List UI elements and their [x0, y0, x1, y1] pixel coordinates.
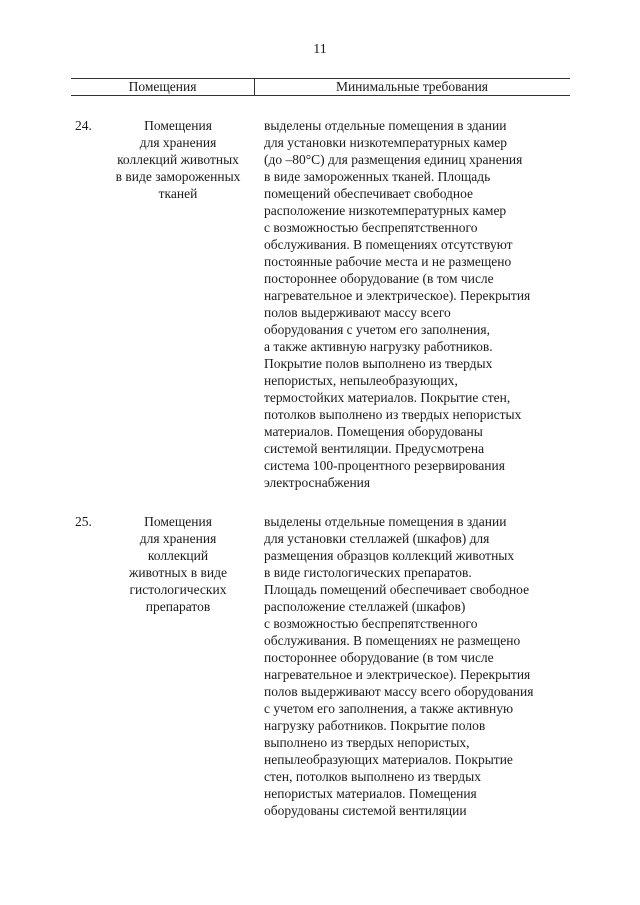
text-line: гистологических — [129, 582, 227, 597]
room-requirements — [264, 117, 574, 491]
text-line: расположение стеллажей (шкафов) — [264, 599, 466, 614]
text-line: термостойких материалов. Покрытие стен, — [264, 390, 511, 405]
text-line: размещения образцов коллекций животных — [264, 548, 515, 563]
text-line: с возможностью беспрепятственного — [264, 220, 478, 235]
text-line: Покрытие полов выполнено из твердых — [264, 356, 493, 371]
row-number: 25. — [75, 514, 92, 529]
text-line: для хранения — [139, 135, 217, 150]
table-header-bottom-rule — [71, 95, 570, 96]
text-line: тканей — [158, 186, 198, 201]
text-line: коллекций — [147, 548, 209, 563]
text-line: потолков выполнено из твердых непористых — [264, 407, 522, 422]
text-line: постороннее оборудование (в том числе — [264, 271, 494, 286]
text-line: нагревательное и электрическое). Перекрытия — [264, 288, 531, 303]
room-requirements — [264, 513, 574, 819]
text-line: расположение низкотемпературных камер — [264, 203, 507, 218]
text-line: обслуживания. В помещениях не размещено — [264, 633, 521, 648]
row-number: 24. — [75, 118, 92, 133]
text-line: для установки стеллажей (шкафов) для — [264, 531, 490, 546]
text-line: Площадь помещений обеспечивает свободное — [264, 582, 530, 597]
text-line: нагревательное и электрическое). Перекрытия — [264, 667, 531, 682]
text-line: электроснабжения — [264, 475, 371, 490]
text-line: животных в виде — [129, 565, 227, 580]
text-line: системой вентиляции. Предусмотрена — [264, 441, 485, 456]
text-line: коллекций животных — [117, 152, 239, 167]
text-line: помещений обеспечивает свободное — [264, 186, 474, 201]
text-line: постоянные рабочие места и не размещено — [264, 254, 512, 269]
text-line: в виде гистологических препаратов. — [264, 565, 472, 580]
text-line: стен, потолков выполнено из твердых — [264, 769, 481, 784]
text-line: выделены отдельные помещения в здании — [264, 118, 507, 133]
column-header-rooms: Помещения — [128, 79, 197, 94]
text-line: полов выдерживают массу всего — [264, 305, 451, 320]
text-line: оборудованы системой вентиляции — [264, 803, 467, 818]
text-line: в виде замороженных тканей. Площадь — [264, 169, 491, 184]
text-line: полов выдерживают массу всего оборудования — [264, 684, 534, 699]
text-line: выделены отдельные помещения в здании — [264, 514, 507, 529]
text-line: обслуживания. В помещениях отсутствуют — [264, 237, 513, 252]
text-line: а также активную нагрузку работников. — [264, 339, 493, 354]
text-line: непористых материалов. Помещения — [264, 786, 477, 801]
text-line: Помещения — [144, 514, 212, 529]
text-line: для установки низкотемпературных камер — [264, 135, 508, 150]
text-line: Помещения — [144, 118, 212, 133]
page-number: 11 — [313, 42, 327, 57]
text-line: оборудования с учетом его заполнения, — [264, 322, 490, 337]
text-line: непористых, непылеобразующих, — [264, 373, 458, 388]
text-line: нагрузку работников. Покрытие полов — [264, 718, 486, 733]
text-line: система 100-процентного резервирования — [264, 458, 505, 473]
room-name — [103, 513, 253, 615]
text-line: (до –80°С) для размещения единиц хранения — [264, 152, 523, 167]
text-line: непылеобразующих материалов. Покрытие — [264, 752, 513, 767]
text-line: с возможностью беспрепятственного — [264, 616, 478, 631]
text-line: выполнено из твердых непористых, — [264, 735, 470, 750]
text-line: постороннее оборудование (в том числе — [264, 650, 494, 665]
text-line: для хранения — [139, 531, 217, 546]
text-line: в виде замороженных — [115, 169, 241, 184]
text-line: материалов. Помещения оборудованы — [264, 424, 483, 439]
room-name — [103, 117, 253, 202]
column-header-requirements: Минимальные требования — [335, 79, 489, 94]
text-line: препаратов — [145, 599, 211, 614]
text-line: с учетом его заполнения, а также активную — [264, 701, 514, 716]
